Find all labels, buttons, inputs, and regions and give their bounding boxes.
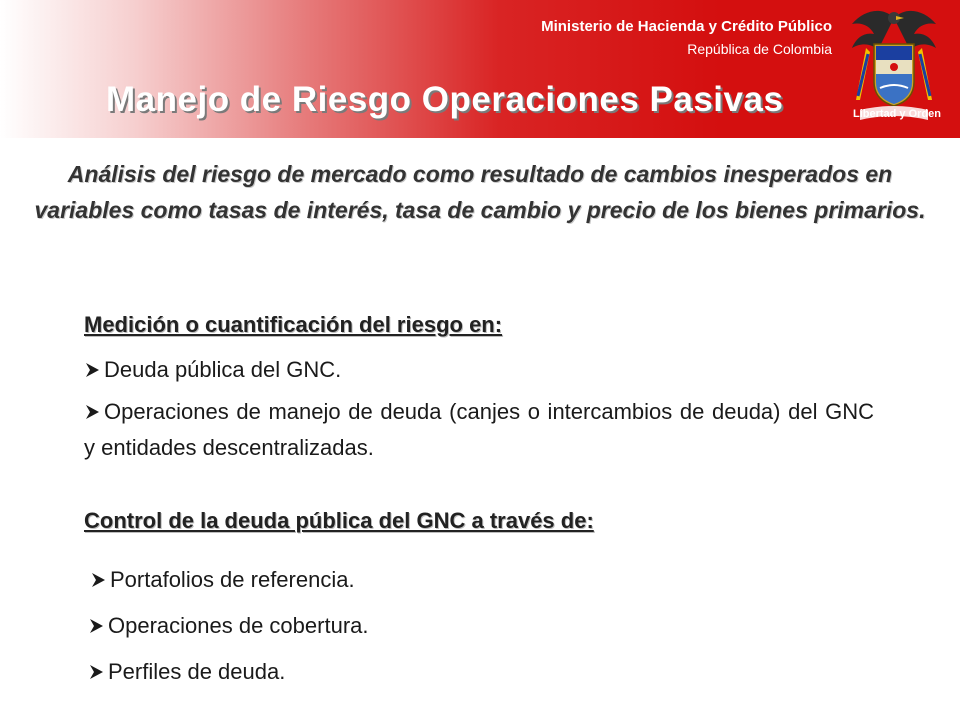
ministry-block: [541, 17, 832, 58]
arrow-bullet-icon: [90, 572, 106, 588]
ministry-name: Ministerio de Hacienda y Crédito Público: [541, 18, 832, 35]
list-item: [84, 352, 341, 388]
list-item: [84, 394, 874, 466]
crest-motto: Libertad y Orden: [852, 108, 942, 120]
measurement-heading: Medición o cuantificación del riesgo en:: [84, 312, 503, 337]
country-name: República de Colombia: [687, 41, 832, 57]
arrow-bullet-icon: [88, 664, 104, 680]
list-item-text: Perfiles de deuda.: [108, 659, 286, 684]
intro-paragraph: Análisis del riesgo de mercado como resultado de cambios inesperados en variables como tasas de interés, tasa de cambio y precio de los bienes primarios.: [34, 161, 926, 223]
arrow-bullet-icon: [88, 618, 104, 634]
arrow-bullet-icon: [84, 404, 100, 420]
list-item-text: Deuda pública del GNC.: [104, 357, 342, 382]
list-item: [88, 654, 285, 690]
list-item-text: Portafolios de referencia.: [110, 567, 355, 592]
list-item: [90, 562, 355, 598]
list-item-text: Operaciones de manejo de deuda (canjes o intercambios de deuda) del GNC y entidades descentralizadas.: [84, 399, 874, 460]
header-banner: [0, 0, 960, 138]
list-item-text: Operaciones de cobertura.: [108, 613, 369, 638]
list-item: [88, 608, 369, 644]
control-heading: Control de la deuda pública del GNC a través de:: [84, 508, 594, 533]
slide-title: Manejo de Riesgo Operaciones Pasivas: [106, 80, 784, 119]
arrow-bullet-icon: [84, 362, 100, 378]
